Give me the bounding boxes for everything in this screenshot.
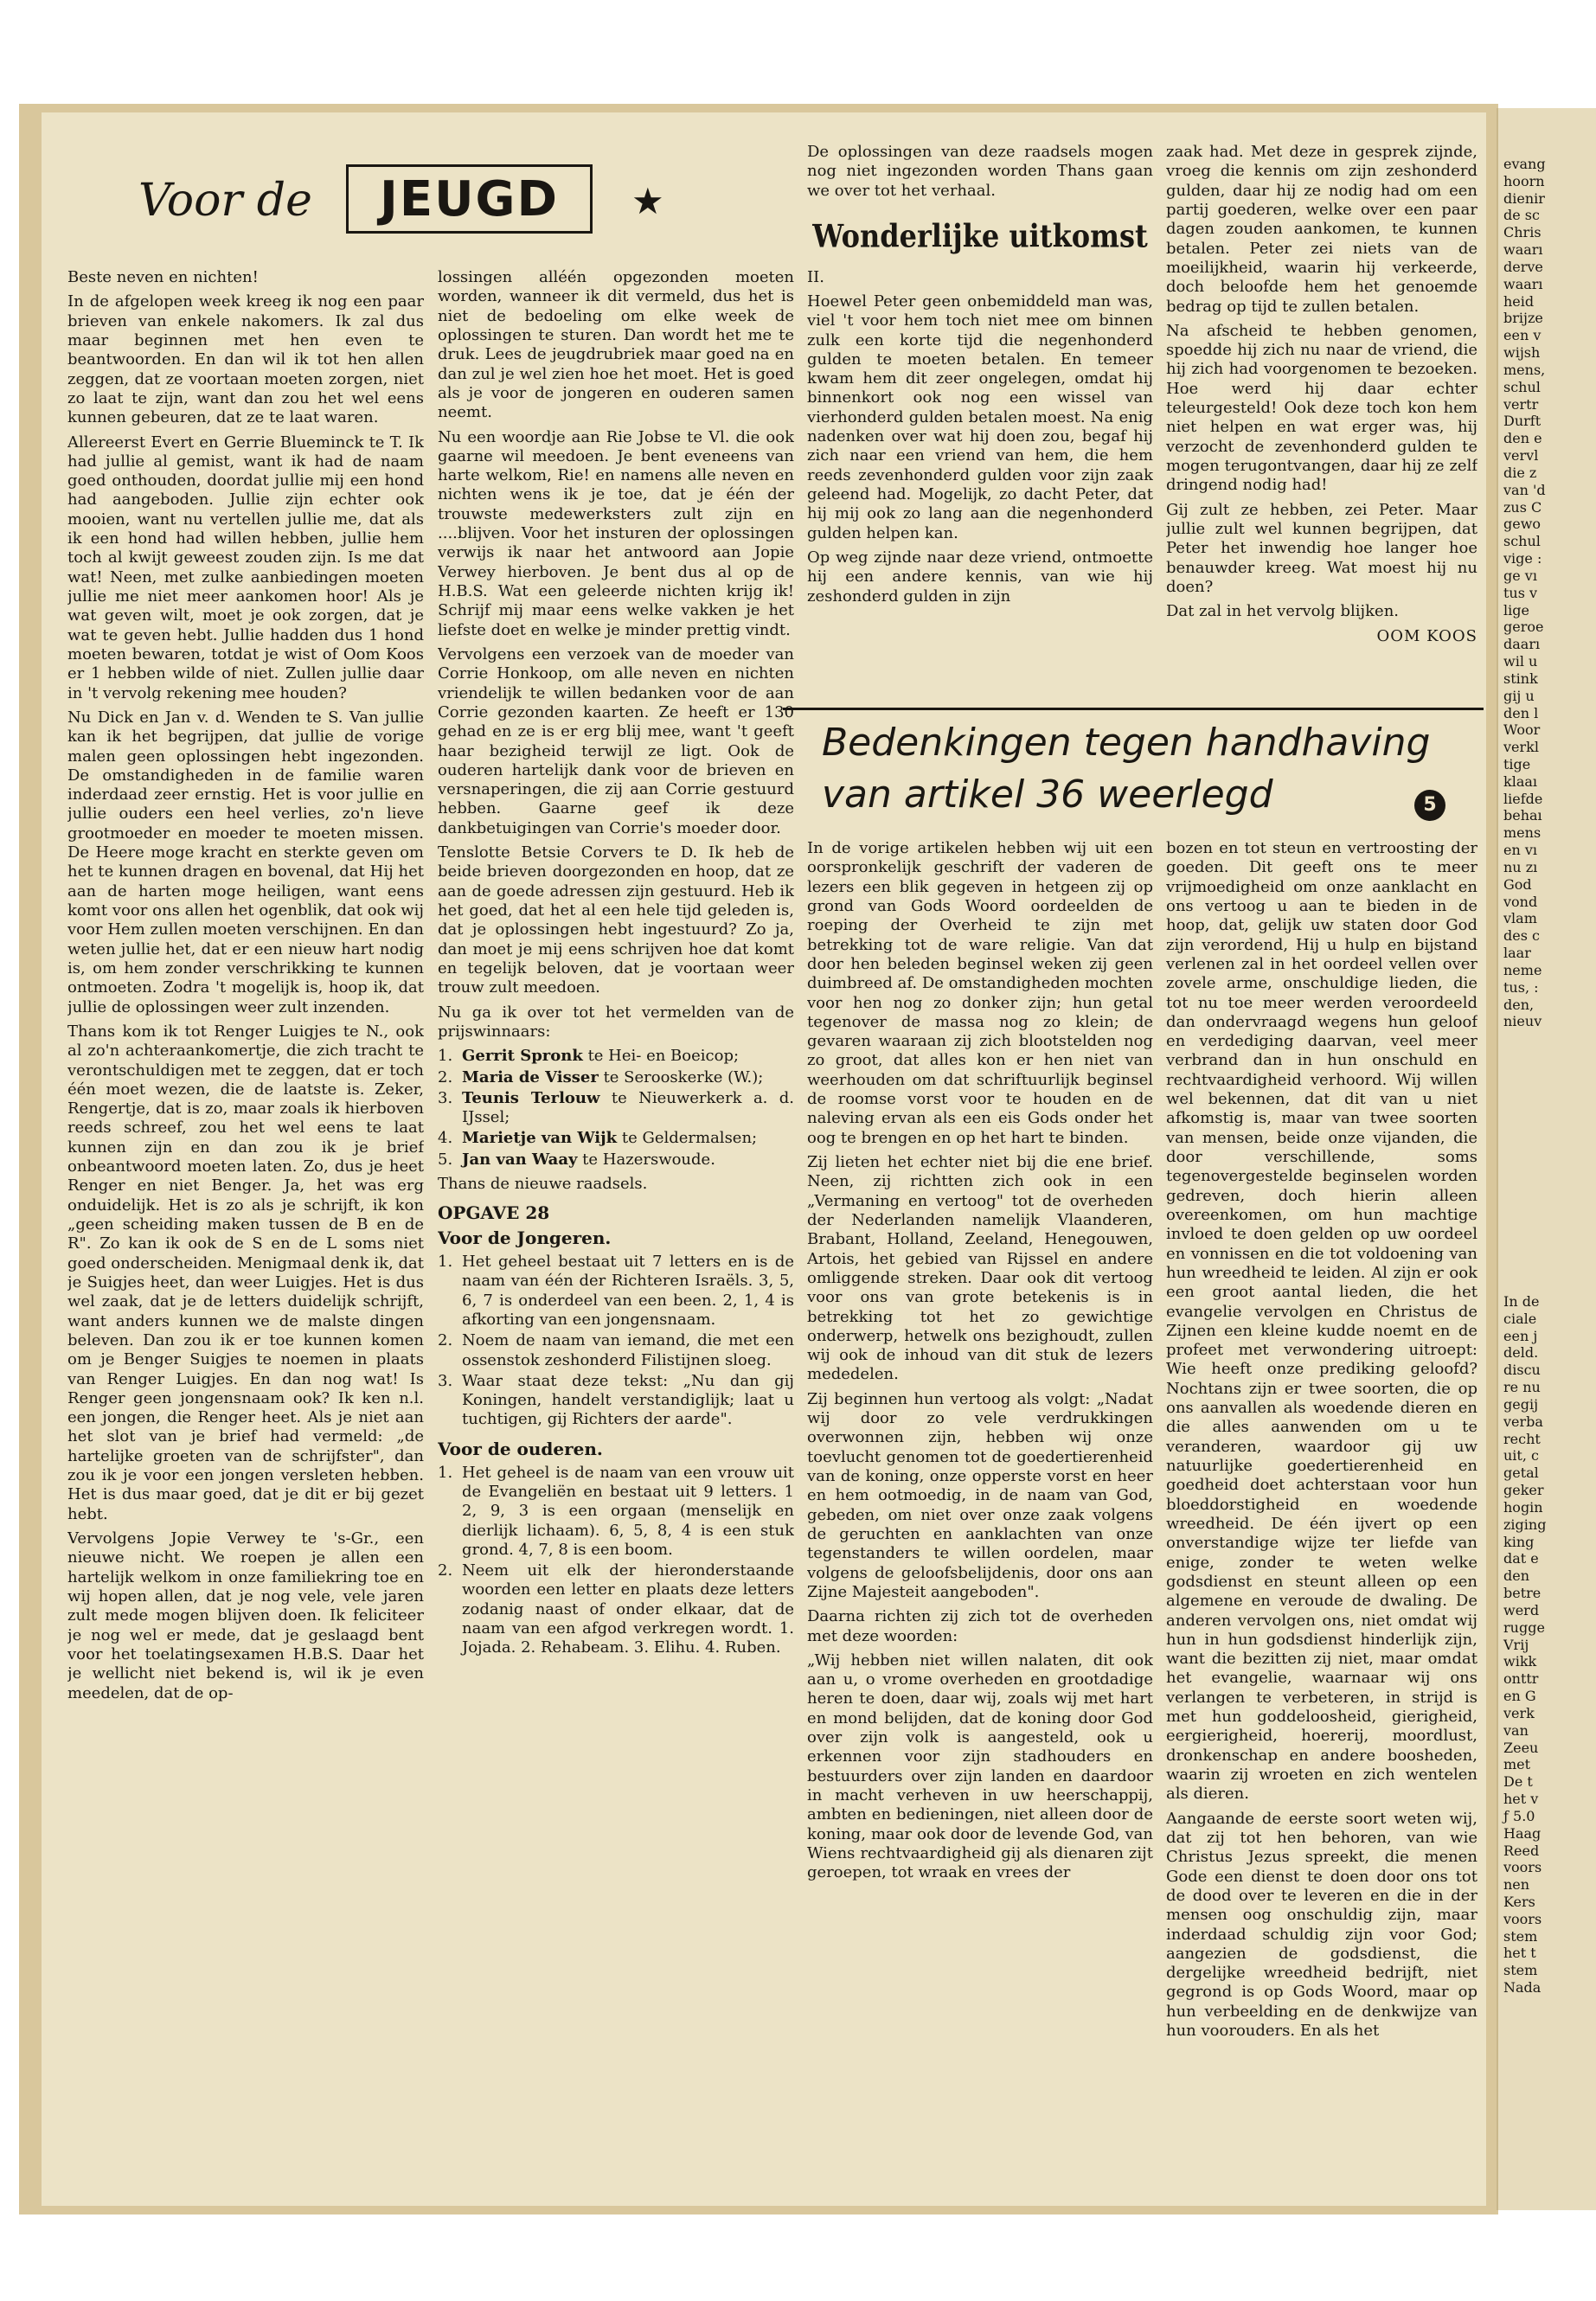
article-number-badge: 5	[1414, 790, 1445, 821]
article-paragraph: bozen en tot steun en vertroosting der goeden. Dit geeft ons te meer vrijmoedigheid om onze aanklacht en ons vertoog u aan te bieden in de hoop, dat, gelijk uw staten door God zijn verordend, Hij u hulp en bijstand verlenen zal in het oordeel vellen over zovele arme, onschuldige lieden, die tot nu toe meer werden veroordeeld dan ondervraagd wegens hun geloof en verdediging daarvan, veel meer verbrand dan in hun onschuld en rechtvaardigheid verhoord. Wij willen wel bekennen, dat dit van u niet afkomstig is, maar van twee soorten van mensen, beide onze vijanden, die door verschillende, soms tegenovergestelde beginselen worden gedreven, doch hierin alleen overeenkomen, om hun machtige invloed te doen gelden op uw oordeel en vonnissen en die tot voldoening van hun wreedheid te leiden. Al zijn er ook een groot aantal lieden, die het evangelie vervolgen en Christus de Zijnen een kleine kudde noemt en de profeet met verwondering uitroept: Wie heeft onze prediking geloofd? Nochtans zijn er twee soorten, die op ons aanvallen als woedende dieren en die alles aanwenden om u te veranderen, waardoor gij uw natuurlijke goedertierenheid en goedheid doet achterstaan voor hun bloeddorstigheid en woedende wreedheid. De één ijvert op een onverstandige wijze ter liefde van enige, zonder te weten welke godsdienst en steunt alleen op een algemene en veroude de dwaling. De anderen vervolgen ons, niet omdat wij hun in hun godsdienst hinderlijk zijn, want die bezitten zij niet, maar omdat het evangelie, waarnaar wij ons verlangen te verbeteren, in strijd is met hun goddeloosheid, gierigheid, eergierigheid, hoererij, moordlust, dronkenschap en andere boosheden, waarin zij wroeten en zich wentelen als dieren.	[1166, 839, 1477, 1804]
cut-off-line: lige	[1503, 601, 1529, 619]
cut-off-line: schul	[1503, 533, 1541, 550]
cut-off-line: ciale	[1503, 1310, 1537, 1327]
winner-place: te Hei- en Boeicop;	[582, 1047, 740, 1066]
cut-off-line: verba	[1503, 1413, 1543, 1430]
winner-name: Marietje van Wijk	[462, 1129, 618, 1148]
article-paragraph: Zij beginnen hun vertoog als volgt: „Nadat wij door zo vele verdrukkingen overwonnen zijn, hebben wij onze toevlucht genomen tot de goedertierenheid van de koning, onze opperste vorst en heer en hem ootmoedig, in de naam van God, gebeden, om niet over onze zaak volgens de geruchten en aanklachten van onze tegenstanders te willen oordelen, maar volgens de geloofsbelijdenis, door ons aan Zijne Majesteit aangeboden".	[807, 1389, 1153, 1601]
article-title-line-2: van artikel 36 weerlegd	[822, 772, 1273, 817]
cut-off-line: en vı	[1503, 842, 1538, 859]
cut-off-line: gewo	[1503, 516, 1542, 533]
item-number: 2.	[438, 1561, 453, 1580]
cut-off-line: vond	[1503, 893, 1538, 910]
riddle-item	[438, 1561, 794, 1658]
cut-off-line: wijsh	[1503, 344, 1541, 362]
cut-off-line: werd	[1503, 1601, 1540, 1618]
item-text	[462, 1129, 794, 1148]
paragraph: lossingen alléén opgezonden moeten worden, wanneer ik dit vermeld, dus het is niet de bedoeling om elke week de oplossingen te sturen. Dan wordt het me te druk. Lees de jeugdrubriek maar goed na en dan zul je wel zien hoe het moet. Het is goed als je voor de jongeren en ouderen samen neemt.	[438, 268, 794, 422]
ouderen-heading: Voor de ouderen.	[438, 1438, 603, 1459]
cut-off-line: des c	[1503, 927, 1540, 945]
story-title: Wonderlijke uitkomst	[812, 216, 1148, 255]
winner-name: Gerrit Spronk	[462, 1047, 583, 1066]
item-text: Neem uit elk der hieronderstaande woorden een letter en plaats deze letters zodanig naast of onder elkaar, dat de naam van een afgod verkregen wordt. 1. Jojada. 2. Rehabeam. 3. Elihu. 4. Ruben.	[462, 1561, 794, 1657]
item-text: Het geheel is de naam van een vrouw uit de Evangeliën en bestaat uit 9 letters. 1 2, 9, 3 is een orgaan (menselijk en dierlijk lichaam). 6, 5, 8, 4 is een stuk grond. 4, 7, 8 is een boom.	[462, 1463, 794, 1559]
winner-name: Teunis Terlouw	[462, 1088, 600, 1107]
story-part: II.	[807, 267, 824, 286]
cut-off-line: wil u	[1503, 653, 1538, 670]
cut-off-line: Chris	[1503, 224, 1542, 241]
cut-off-line: discu	[1503, 1362, 1541, 1379]
cut-off-line: tige	[1503, 755, 1531, 772]
column-1-body	[67, 292, 424, 1703]
story-paragraph: Dat zal in het vervolg blijken.	[1166, 602, 1400, 621]
winner-place: te Hazerswoude.	[577, 1150, 715, 1169]
cut-off-line: neme	[1503, 961, 1542, 978]
winner-item	[438, 1129, 794, 1148]
winner-name: Jan van Waay	[462, 1150, 578, 1169]
item-number: 1.	[438, 1252, 453, 1271]
column-3-bottom	[807, 839, 1153, 2180]
cut-off-line: gij u	[1503, 687, 1535, 704]
cut-off-line: geker	[1503, 1482, 1544, 1499]
cut-off-line: een v	[1503, 327, 1542, 344]
cut-off-line: den,	[1503, 996, 1535, 1013]
cut-off-line: Nada	[1503, 1979, 1542, 1997]
cut-off-line: de sc	[1503, 207, 1540, 224]
item-text	[462, 1089, 794, 1128]
riddle-item	[438, 1331, 794, 1370]
winner-place: te Geldermalsen;	[617, 1129, 758, 1148]
paragraph: Thans kom ik tot Renger Luigjes te N., ook al zo'n achteraankomertje, die zich tracht te verontschuldigen met te zeggen, dat er toch één moet wezen, die de laatste is. Zeker, Rengertje, dat is zo, maar zoals ik hierboven reeds schreef, zou het wel eens te laat kunnen zijn en dan zou ik je brief onbeantwoord moeten laten. Zo, dus je heet Renger en niet Benger. Ja, het was erg onduidelijk. Het is zo als je schrijft, ik kon „geen scheiding maken tussen de B en de R". Zo kan ik ook de S en de L soms niet goed onderscheiden. Menigmaal denk ik, dat je Suigjes heet, dan weer Luigjes. Het is dus wel zaak, dat je de letters duidelijk schrijft, want anders kunnen we de malste dingen beleven. Dan zou ik er toe kunnen komen om je Benger Suigjes te noemen in plaats van Renger Luigjes. En dan nog wat! Is Renger geen jongensnaam ook? Ik ken n.l. een jongen, die Renger heet. Als je niet aan het slot van je brief had vermeld: „de hartelijke groeten van de schrijfster", dan zou ik je voor een jongen versleten hebben. Het is dus maar goed, dat je dit er bij gezet hebt.	[67, 1022, 424, 1523]
item-text: Waar staat deze tekst: „Nu dan gij Koningen, handelt verstandiglijk; laat u tuchtigen, gij Richters der aarde".	[462, 1371, 794, 1429]
cut-off-line: rugge	[1503, 1618, 1545, 1636]
masthead	[138, 164, 804, 242]
cut-off-line: Kers	[1503, 1893, 1535, 1910]
cut-off-line: Woor	[1503, 721, 1541, 739]
cut-off-line: zus C	[1503, 498, 1542, 516]
cut-off-line: behaı	[1503, 807, 1542, 824]
winner-item	[438, 1068, 794, 1087]
cut-off-line: vlam	[1503, 910, 1537, 927]
paragraph: Vervolgens Jopie Verwey te 's-Gr., een nieuwe nicht. We roepen je allen een hartelijk welkom in onze familiekring toe en wij hopen allen, dat je nog vele, vele jaren zult mede mogen blijven doen. Ik feliciteer je nog wel er mede, dat je geslaagd bent voor het toelatingsexamen H.B.S. Daar het je wellicht niet bekend is, wil ik je even meedelen, dat de op-	[67, 1529, 424, 1702]
cut-off-line: Vrij	[1503, 1636, 1529, 1653]
cut-off-line: gegij	[1503, 1395, 1539, 1413]
star-icon: ★	[631, 180, 664, 222]
story-paragraph: Hoewel Peter geen onbemiddeld man was, viel 't voor hem toch niet mee om binnen zulk een korte tijd die negenhonderd gulden te moeten betalen. En temeer kwam hem dit zeer ongelegen, omdat hij binnenkort ook nog een wissel van vierhonderd gulden betalen moest. Na enig nadenken over wat hij doen zou, begaf hij zich naar een vriend van hem, die hem reeds zevenhonderd gulden voor zijn zaak geleend had. Mogelijk, zo dacht Peter, dat hij mij ook zo lang aan die negenhonderd gulden helpen kan.	[807, 292, 1153, 542]
adjacent-page	[1497, 108, 1596, 2210]
cut-off-line: hogin	[1503, 1498, 1543, 1516]
story-body	[807, 292, 1153, 606]
adjacent-page-top	[1498, 156, 1546, 1030]
cut-off-line: tus v	[1503, 584, 1538, 601]
cut-off-line: liefde	[1503, 790, 1543, 807]
cut-off-line: Reed	[1503, 1842, 1540, 1859]
cut-off-line: het t	[1503, 1945, 1536, 1962]
cut-off-line: waarı	[1503, 275, 1543, 292]
cut-off-line: De t	[1503, 1773, 1533, 1791]
ouderen-riddles	[438, 1464, 794, 1658]
cut-off-line: deld.	[1503, 1344, 1539, 1362]
cut-off-line: klaaı	[1503, 772, 1538, 790]
cut-off-line: geroe	[1503, 619, 1544, 636]
cut-off-line: voors	[1503, 1859, 1542, 1876]
winner-place: te Nieuwerkerk a. d. IJssel;	[462, 1088, 794, 1127]
cut-off-line: stink	[1503, 670, 1538, 687]
paragraph: In de afgelopen week kreeg ik nog een paar brieven van enkele nakomers. Ik zal dus maar beginnen met hen even te beantwoorden. En dan wil ik tot hen allen zeggen, dat ze voortaan moeten zorgen, niet zo laat te zijn, want dan zou het wel eens kunnen gebeuren, dat ze te laat waren.	[67, 292, 424, 427]
cut-off-line: stem	[1503, 1962, 1538, 1979]
cut-off-line: nieuv	[1503, 1013, 1542, 1030]
cut-off-line: den	[1503, 1567, 1530, 1585]
cut-off-line: onttr	[1503, 1670, 1539, 1688]
paragraph: Nu Dick en Jan v. d. Wenden te S. Van jullie kan ik het begrijpen, dat jullie de vorige malen geen oplossingen hebt ingezonden. De omstandigheden in de familie waren inderdaad zeer ernstig. Het is voor jullie en jullie ouders een heel verlies, zo'n lieve grootmoeder en moeder te moeten missen. De Heere moge kracht en sterkte geven om het te kunnen dragen en bovenal, dat Hij het aan de harten moge heiligen, want eens komt voor ons allen het ogenblik, dat ook wij voor Hem zullen moeten verschijnen. En dan weten jullie het, dat er een nieuw hart nodig is, om hem zonder verschrikking te kunnen ontmoeten. Zodra 't mogelijk is, hoop ik, dat jullie de oplossingen weer zult inzenden.	[67, 708, 424, 1016]
cut-off-line: king	[1503, 1533, 1535, 1550]
cut-off-line: een j	[1503, 1327, 1538, 1344]
column-3-top	[807, 143, 1153, 705]
story-paragraph: Op weg zijnde naar deze vriend, ontmoette hij een andere kennis, van wie hij zeshonderd gulden in zijn	[807, 548, 1153, 606]
cut-off-line: ziging	[1503, 1516, 1547, 1533]
cut-off-line: uit, c	[1503, 1447, 1539, 1465]
cut-off-line: tus, :	[1503, 978, 1539, 996]
cut-off-line: brijze	[1503, 310, 1543, 327]
item-text	[462, 1150, 794, 1170]
item-text	[462, 1068, 794, 1087]
masthead-script-title: Voor de	[138, 175, 312, 227]
cut-off-line: getal	[1503, 1465, 1539, 1482]
cut-off-line: nu zı	[1503, 858, 1538, 875]
item-number: 3.	[438, 1371, 453, 1390]
item-number: 2.	[438, 1067, 453, 1086]
masthead-box-title: JEUGD	[346, 164, 593, 234]
item-number: 4.	[438, 1129, 453, 1148]
cut-off-line: God	[1503, 875, 1532, 893]
article-paragraph: Zij lieten het echter niet bij die ene brief. Neen, zij richtten zich ook in een „Vermaning en vertoog" tot de overheden der Nederlanden namelijk Vlaanderen, Brabant, Holland, Zeeland, Henegouwen, Artois, het gebied van Rijssel en andere omliggende streken. Daar ook dit vertoog voor ons van grote betekenis is in betrekking tot het zo gewichtige onderwerp, hetwelk ons bezighoudt, zullen wij ook de inhoud van dit stuk de lezers mededelen.	[807, 1153, 1153, 1384]
cut-off-line: re nu	[1503, 1379, 1541, 1396]
cut-off-line: en G	[1503, 1688, 1536, 1705]
cut-off-line: van 'd	[1503, 481, 1546, 498]
cut-off-line: ge vı	[1503, 567, 1537, 584]
riddle-item	[438, 1372, 794, 1430]
cut-off-line: stem	[1503, 1927, 1538, 1945]
item-text: Noem de naam van iemand, die met een ossenstok zeshonderd Filistijnen sloeg.	[462, 1331, 794, 1369]
cut-off-line: dat e	[1503, 1550, 1539, 1567]
cut-off-line: wikk	[1503, 1653, 1537, 1670]
cut-off-line: mens	[1503, 824, 1542, 842]
cut-off-line: Haag	[1503, 1824, 1542, 1842]
cut-off-line: waarı	[1503, 241, 1543, 259]
cut-off-line: ƒ 5.0	[1503, 1807, 1535, 1824]
signature: OOM KOOS	[1376, 626, 1477, 645]
column-4-bottom-body	[1166, 839, 1477, 2041]
cut-off-line: den e	[1503, 430, 1542, 447]
column-3-top-body	[807, 143, 1153, 201]
cut-off-line: mens,	[1503, 361, 1546, 378]
cut-off-line: die z	[1503, 464, 1537, 481]
cut-off-line: van	[1503, 1721, 1529, 1739]
column-1	[67, 268, 424, 2180]
cut-off-line: laar	[1503, 945, 1531, 962]
winner-item	[438, 1089, 794, 1128]
cut-off-line: het v	[1503, 1791, 1539, 1808]
article-paragraph: „Wij hebben niet willen nalaten, dit ook aan u, o vrome overheden en grootdadige heren te doen, daar wij, zoals wij met hart en mond belijden, dat de koning door God over zijn volk is aangesteld, ook u erkennen voor zijn stadhouders en bestuurders over zijn landen en daardoor in macht verheven in uw heerschappij, ambten en bedieningen, niet alleen door de koning, maar ook door de levende God, van Wiens rechtvaardigheid gij als dienaren zijt geroepen, tot wraak en vrees der	[807, 1650, 1153, 1882]
paragraph: Nu ga ik over tot het vermelden van de prijswinnaars:	[438, 1003, 794, 1041]
column-4-top-body	[1166, 143, 1477, 622]
cut-off-line: In de	[1503, 1293, 1540, 1310]
item-number: 3.	[438, 1088, 453, 1107]
cut-off-line: vervl	[1503, 447, 1539, 465]
cut-off-line: hoorn	[1503, 172, 1545, 189]
paragraph: Tenslotte Betsie Corvers te D. Ik heb de beide brieven doorgezonden en hoop, dat ze aan de goede adressen zijn gestuurd. Heb ik het goed, dat het al een hele tijd geleden is, dat je oplossingen hebt ingestuurd? Zo ja, dan moet je mij eens schrijven hoe dat komt en tegelijk beloven, dat je voortaan weer trouw zult meedoen.	[438, 843, 794, 997]
item-number: 1.	[438, 1047, 453, 1066]
greeting: Beste neven en nichten!	[67, 268, 259, 286]
column-4-bottom	[1166, 839, 1477, 2180]
winners-list	[438, 1047, 794, 1170]
cut-off-line: nen	[1503, 1876, 1530, 1894]
cut-off-line: vige :	[1503, 550, 1542, 567]
cut-off-line: evang	[1503, 156, 1546, 172]
item-text	[462, 1047, 794, 1066]
paragraph: Allereerst Evert en Gerrie Blueminck te T. Ik had jullie al gemist, want ik had de naam goed onthouden, doordat jullie mij een hond had aangeboden. Jullie zijn echter ook mooien, want nu vertellen jullie me, dat als ik een hond had willen hebben, jullie hem toch al kwijt geweest zouden zijn. Is me dat wat! Neen, met zulke aanbiedingen moeten jullie me niet meer aankomen hoor! Als je wat geven wilt, moet je ook zorgen, dat je wat te geven hebt. Jullie hadden dus 1 hond moeten bewaren, totdat je wist of Oom Koos er 1 hebben wilde of niet. Zullen jullie daar in 't vervolg rekening mee houden?	[67, 433, 424, 702]
article-paragraph: Daarna richten zij zich tot de overheden met deze woorden:	[807, 1607, 1153, 1645]
cut-off-line: vertr	[1503, 395, 1539, 413]
cut-off-line: verk	[1503, 1704, 1535, 1721]
cut-off-line: schul	[1503, 378, 1541, 395]
article-paragraph: Aangaande de eerste soort weten wij, dat zij tot hen behoren, van wie Christus Jezus spreekt, die menen Gode een dienst te doen door ons tot de dood over te leveren en die in der mensen oog onschuldig zijn, maar inderdaad schuldig zijn voor God; aangezien de godsdienst, die dergelijke wreedheid bedrijft, niet gegrond is op Gods Woord, maar op hun verbeelding en de denkwijze van hun voorouders. En als het	[1166, 1809, 1477, 2041]
story-paragraph: zaak had. Met deze in gesprek zijnde, vroeg die kennis om zijn zeshonderd gulden, daar hij ze nodig had om een partij goederen, welke over een paar dagen zouden aankomen, te kunnen betalen. Peter zei niets van de moeilijkheid, waarin hij verkeerde, doch beloofde hem het genoemde bedrag op tijd te zullen betalen.	[1166, 143, 1477, 316]
item-text: Het geheel bestaat uit 7 letters en is de naam van één der Richteren Israëls. 3, 5, 6, 7 is onderdeel van een been. 2, 1, 4 is afkorting van een jongensnaam.	[462, 1252, 794, 1329]
newspaper-page	[42, 112, 1486, 2206]
riddle-item	[438, 1464, 794, 1561]
winner-name: Maria de Visser	[462, 1067, 599, 1086]
story-paragraph: Gij zult ze hebben, zei Peter. Maar jullie zult wel kunnen begrijpen, dat Peter het inwendig hoe langer hoe benauwder kreeg. Wat moest hij nu doen?	[1166, 500, 1477, 596]
cut-off-line: dienir	[1503, 189, 1545, 207]
after-winners: Thans de nieuwe raadsels.	[438, 1175, 648, 1194]
cut-off-line: daarı	[1503, 636, 1541, 653]
cut-off-line: voors	[1503, 1910, 1542, 1927]
opgave-heading: OPGAVE 28	[438, 1202, 550, 1224]
cut-off-line: derve	[1503, 258, 1543, 275]
column-2-body	[438, 268, 794, 1042]
paragraph: De oplossingen van deze raadsels mogen nog niet ingezonden worden Thans gaan we over tot het verhaal.	[807, 143, 1153, 200]
column-2	[438, 268, 794, 2180]
item-number: 1.	[438, 1463, 453, 1482]
article-title-line-1: Bedenkingen tegen handhaving	[822, 721, 1431, 765]
cut-off-line: recht	[1503, 1430, 1541, 1447]
riddle-item	[438, 1253, 794, 1330]
cut-off-line: betre	[1503, 1585, 1542, 1602]
jongeren-riddles	[438, 1253, 794, 1430]
item-number: 2.	[438, 1331, 453, 1350]
jongeren-heading: Voor de Jongeren.	[438, 1227, 612, 1249]
article-banner	[783, 708, 1484, 831]
column-4-top	[1166, 143, 1477, 705]
winner-item	[438, 1150, 794, 1170]
winner-item	[438, 1047, 794, 1066]
story-paragraph: Na afscheid te hebben genomen, spoedde hij zich nu naar de vriend, die hij zich had voorgenomen te bezoeken. Hoe werd hij daar echter teleurgesteld! Ook deze toch kon hem niet helpen en wat erger was, hij verzocht de zevenhonderd gulden te mogen terugontvangen, daar hij ze zelf dringend nodig had!	[1166, 321, 1477, 495]
cut-off-line: Zeeu	[1503, 1739, 1539, 1756]
paragraph: Vervolgens een verzoek van de moeder van Corrie Honkoop, om alle neven en nichten vriendelijk te willen bedanken voor de aan Corrie gezonden kaarten. Ze heeft er 130 gehad en ze is er erg blij mee, want 't geeft haar bezigheid terwijl ze ligt. Ook de ouderen hartelijk dank voor de brieven en versnaperingen, die zij aan Corrie gestuurd hebben. Gaarne geef ik deze dankbetuigingen van Corrie's moeder door.	[438, 644, 794, 837]
article-paragraph: In de vorige artikelen hebben wij uit een oorspronkelijk geschrift der vaderen de lezers een blik gegeven in hetgeen zij op grond van Gods Woord oordeelden de roeping der Overheid te zijn met betrekking tot de ware religie. Van dat door hen beleden beginsel weken zij geen duimbreed af. De omstandigheden mochten voor hen nog zo donker zijn; hun getal tegenover de massa nog zo klein; de gevaren waaraan zij zich blootstelden nog zo groot, dat alles kon er hen niet van weerhouden om dat schriftuurlijk beginsel de roomse vorst voor te houden en de naleving ervan als een eis Gods onder het oog te brengen en op het hart te binden.	[807, 839, 1153, 1147]
item-number: 5.	[438, 1150, 453, 1169]
cut-off-line: heid	[1503, 292, 1535, 310]
column-3-bottom-body	[807, 839, 1153, 1883]
winner-place: te Serooskerke (W.);	[598, 1067, 764, 1086]
cut-off-line: Durft	[1503, 413, 1542, 430]
cut-off-line: den l	[1503, 704, 1539, 721]
paragraph: Nu een woordje aan Rie Jobse te Vl. die ook gaarne wil meedoen. Je bent eveneens van harte welkom, Rie! en namens alle neven en nichten wens ik je toe, dat je één der trouwste medewerksters zult zijn en ....blijven. Voor het insturen der oplossingen verwijs ik naar het antwoord aan Jopie Verwey hierboven. Je bent dus al op de H.B.S. Wat een geleerde nichten krijg ik! Schrijf mij maar eens welke vakken je het liefste doet en welke je minder prettig vindt.	[438, 427, 794, 639]
cut-off-line: verkl	[1503, 739, 1539, 756]
cut-off-line: met	[1503, 1756, 1531, 1773]
adjacent-page-bottom	[1498, 1293, 1546, 1997]
